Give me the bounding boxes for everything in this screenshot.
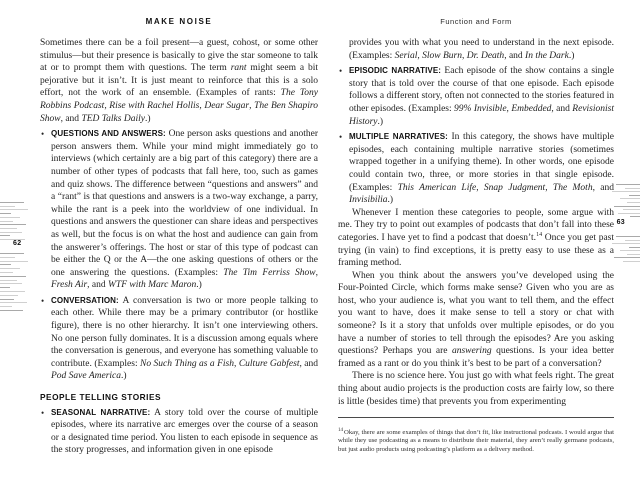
paragraph: There is no science here. You just go with what feels right. The great thing about audio projects is the production costs are fairly low, so there is little (besides time) that prevents you from experimenting [338, 371, 614, 407]
page-edge-line [0, 299, 14, 300]
page-edge-line [0, 280, 17, 281]
page-edge-line [630, 216, 640, 217]
bullet-item: • EPISODIC NARRATIVE: Each episode of the show contains a single story that is told over the course of that one episode. Each episode follows a different story, often not connected to the stories featured in other episodes. (Examples: 99% Invisible, Embedded, and Revisionist History.) [339, 66, 615, 127]
page-edge-line [620, 250, 640, 251]
italic-title: Rise with Rachel Hollis [109, 100, 200, 111]
page-edge-line [0, 310, 23, 311]
page-edge-line [623, 209, 640, 210]
page-edge-line [0, 264, 11, 265]
italic-title: Pod Save America [51, 371, 121, 382]
italic-title: No Such Thing as a Fish [140, 358, 235, 369]
footnote-reference: 14 [536, 231, 543, 238]
right-page [338, 0, 614, 460]
bullet-label: MULTIPLE NARRATIVES: [349, 132, 448, 142]
page-edge-line [620, 198, 640, 199]
page-edge-line [612, 243, 640, 244]
page-edge-line [614, 257, 640, 258]
bullet-item: • SEASONAL NARRATIVE: A story told over the course of multiple episodes, where its narrative arc emerges over the course of a season or a designated time period. You listen to each episode in sequence as the story progresses, and information given in one episode [41, 407, 319, 456]
bullet-label: EPISODIC NARRATIVE: [349, 66, 442, 76]
page-edge-line [0, 306, 12, 307]
page-edge-line [618, 213, 640, 214]
footnote-body: Okay, there are some examples of things that don’t fit, like instructional podcasts. I would argue that while they use podcasting as a means to distribute their material, they aren’t really germane podcasts, but just audio products using podcasting’s platform as a delivery method. [338, 428, 614, 453]
paragraph: Whenever I mention these categories to people, some argue with me. They try to point out examples of podcasts that don’t fall into these categories. I have yet to find a podcast that doesn’t.$^{14}$ Once you get past trying (in vain) to find exceptions, it is pretty easy to use these as a framing method. [338, 207, 614, 269]
page-edge-line [614, 206, 640, 207]
italic-title: Serial [394, 50, 418, 61]
italic-title: Revisionist History [349, 103, 614, 127]
footnote-text [338, 429, 614, 454]
bullet-item: • MULTIPLE NARRATIVES: In this category, the shows have multiple episodes, each containing multiple narrative stories (sometimes wrapped together in a unifying theme). In other words, one episode could contain two, three, or more stories in that single episode. (Examples: This American Life, Snap Judgment, The Moth, and Invisibilia.) [339, 132, 615, 206]
italic-title: This American Life [397, 182, 477, 193]
page-edge-line [0, 202, 24, 203]
italic-title: In the Dark [525, 50, 569, 61]
italic-title: TED Talks Daily [81, 113, 145, 124]
italic-title: 99% Invisible [454, 103, 507, 114]
page-edge-line [612, 191, 640, 192]
page-edge-line [0, 209, 28, 210]
running-head-right: Function and Form [440, 17, 512, 26]
bullet-marker: • [41, 295, 45, 306]
page-edge-line [0, 268, 20, 269]
bullet-marker: • [41, 129, 45, 140]
bullet-item: • QUESTIONS AND ANSWERS: One person asks questions and another person answers them. While your mind might immediately go to interviews (which certainly are a big part of this category) there are a number of other types of podcasts that fall here, too, such as games and quiz shows. The difference between “questions and answers” and a “rant” is that questions and answers is a two-way exchange, a parry, while the rant is a peek into the worldview of one individual. In questions and answers the questioner can share ideas and perspectives as well, but the focus is on what the host and audience can gain from the answerer’s offerings. The host or star of this type of podcast can be either the Q or the A—the one asking questions of others or the one answering the questions. (Examples: The Tim Ferriss Show, Fresh Air, and WTF with Marc Maron.) [41, 129, 318, 291]
page-edge-line [0, 253, 24, 254]
page-edge-line [0, 257, 15, 258]
page-edge-line [616, 236, 640, 237]
page-edge-line [0, 272, 13, 273]
left-page [40, 0, 318, 457]
bullet-marker: • [339, 132, 343, 143]
bullet-label: QUESTIONS AND ANSWERS: [51, 129, 166, 139]
page-edge-line [0, 283, 22, 284]
page-edge-line [625, 188, 640, 189]
italic-title: Snap Judgment [483, 182, 546, 193]
page-edge-line [0, 206, 15, 207]
footnote [338, 417, 614, 454]
page-edge-line [0, 276, 26, 277]
page-edge-line [616, 184, 640, 185]
page-edge-line [629, 195, 640, 196]
italic-title: Culture Gabfest [238, 358, 300, 369]
page-number-left: 62 [13, 240, 22, 247]
italic-title: answering [451, 346, 492, 357]
page-number-right: 63 [616, 219, 625, 226]
bullet-marker: • [339, 66, 343, 77]
page-edge-line [0, 235, 10, 236]
right-page-body [338, 37, 614, 408]
page-edge-line [623, 261, 640, 262]
page-edge-line [0, 295, 18, 296]
bullet-marker: • [41, 407, 45, 418]
bullet-item: • CONVERSATION: A conversation is two or more people talking to each other. While there may be a primary contributor (or hostlike figure), there is no other hierarchy. It isn’t one interviewing others. No one person fully dominates. It is a discussion among equals where the conversation is generous, and everyone has something valuable to contribute. (Examples: No Such Thing as a Fish, Culture Gabfest, and Pod Save America.) [41, 295, 319, 382]
italic-title: The Ben Shapiro Show [40, 100, 319, 124]
italic-title: Invisibilia [349, 195, 388, 206]
page-edge-line [0, 291, 25, 292]
running-head-left: MAKE NOISE [145, 17, 213, 26]
italic-title: The Tony Robbins Podcast [40, 88, 318, 111]
page-edge-line [0, 302, 27, 303]
italic-title: Embedded [511, 103, 552, 114]
italic-title: The Tim Ferriss Show [223, 267, 316, 278]
page-edge-line [0, 217, 20, 218]
bullet-label: SEASONAL NARRATIVE: [51, 407, 151, 417]
bullet-label: CONVERSATION: [51, 295, 119, 305]
page-edge-line [0, 224, 26, 225]
page-edge-line [0, 261, 28, 262]
page-edge-line [627, 202, 640, 203]
page-edge-line [0, 228, 17, 229]
italic-title: WTF with Marc Maron [108, 280, 197, 291]
italic-title: The Moth [552, 182, 593, 193]
paragraph: When you think about the answers you’ve developed using the Four-Pointed Circle, which forms make sense? Given who you are as host, who your audience is, what you want to tell them, and the effect you want to have, does it make sense to tell a story or chat with someone? Is it a story that unfolds over multiple episodes, or do you have a number of stories to tell through the episodes? Are you asking questions? Perhaps you are answering questions. Is your idea better framed as a rant or do you think it’s best to be part of a conversation? [338, 270, 614, 369]
italic-title: rant [230, 63, 247, 74]
paragraph: provides you with what you need to understand in the next episode. (Examples: Serial, Slow Burn, Dr. Death, and In the Dark.) [349, 38, 614, 61]
italic-title: Dr. Death [466, 50, 505, 61]
italic-title: Dear Sugar [204, 100, 250, 111]
page-edge-line [0, 287, 10, 288]
page-edge-line [625, 240, 640, 241]
page-edge-line [629, 247, 640, 248]
footnote-marker: 14 [338, 427, 343, 433]
italic-title: Fresh Air [51, 280, 88, 291]
section-heading: PEOPLE TELLING STORIES [40, 392, 162, 403]
page-edge-line [0, 232, 22, 233]
left-page-body [40, 37, 318, 457]
italic-title: Slow Burn [422, 50, 462, 61]
page-edge-line [0, 221, 13, 222]
page-edge-line [0, 213, 11, 214]
paragraph: Sometimes there can be a foil present—a guest, cohost, or some other stimulus—but their presence is basically to give the star someone to talk at or to prompt them with questions. The term rant might seem a bit pejorative but it isn’t. It is just meant to reinforce that this is a solo effort, not the work of an ensemble. (Examples of rants: The Tony Robbins Podcast, Rise with Rachel Hollis, Dear Sugar, The Ben Shapiro Show, and TED Talks Daily.) [40, 38, 319, 124]
page-edge-line [627, 254, 640, 255]
